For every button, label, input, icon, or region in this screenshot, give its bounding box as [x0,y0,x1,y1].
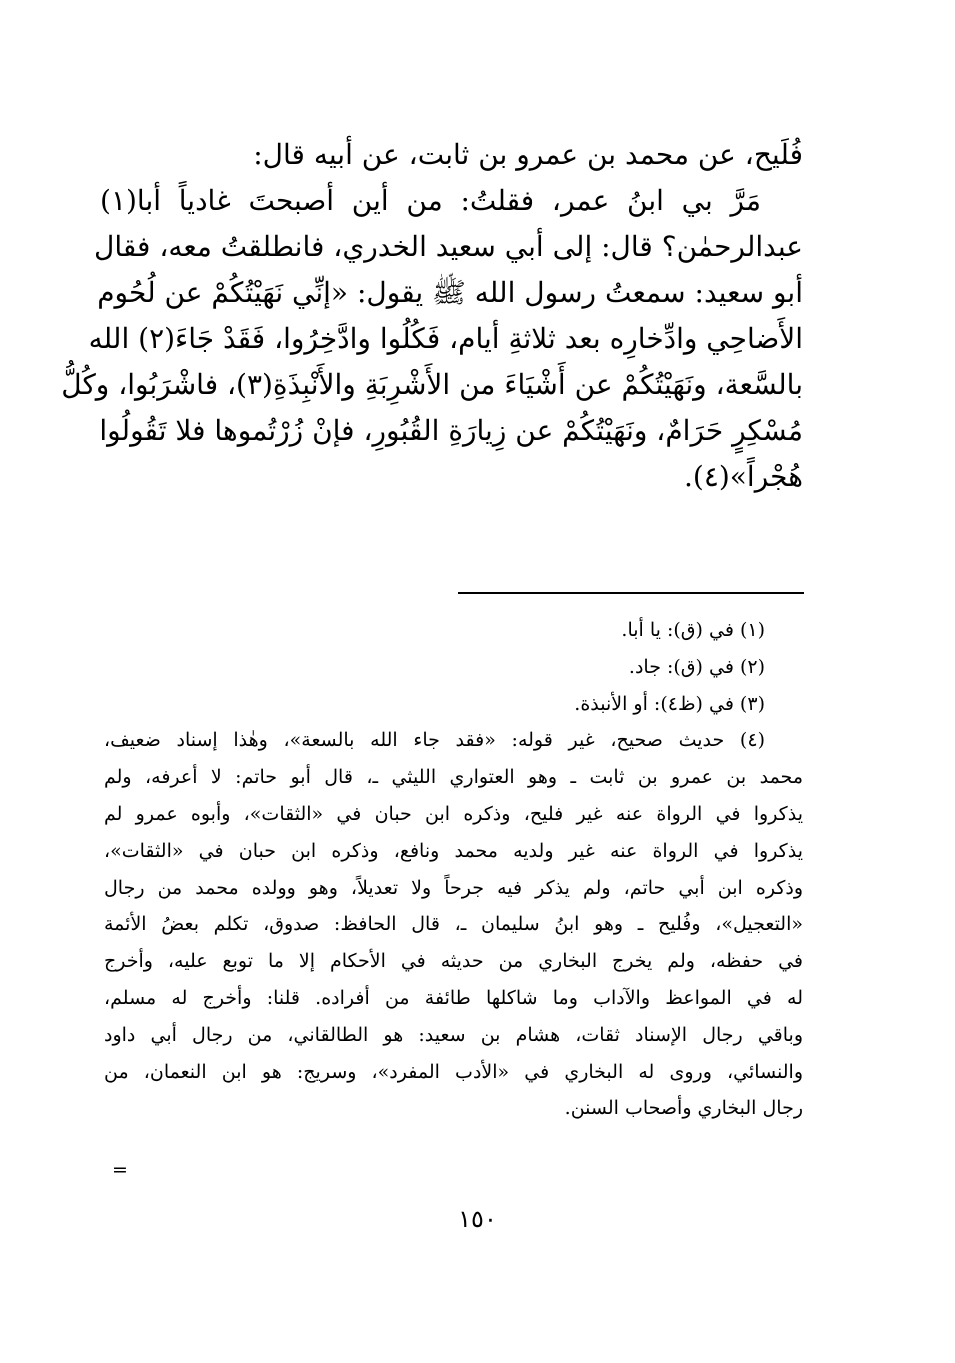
main-line: مَرَّ بي ابنُ عمر، فقلتُ: من أين أصبحتَ غادياً أبا(١) [100,184,761,217]
main-line: مُسْكِرٍ حَرَامٌ، ونَهَيْتُكُمْ عن زِيارَةِ القُبُورِ، فإنْ زُرْتُموها فلا تَقُولُوا [99,414,803,447]
page-number: ١٥٠ [458,1205,497,1233]
main-line: بالسَّعة، ونَهَيْتُكُمْ عن أَشْيَاءَ من الأَشْرِبَةِ والأَنْبِذَةِ(٣)، فاشْرَبُوا، وكُلُّ [61,368,803,401]
footnote-divider [458,592,804,594]
footnote-line: محمد بن عمرو بن ثابت ـ وهو العتواري الليثي ـ، قال أبو حاتم: لا أعرفه، ولم [104,766,803,789]
footnote-line: يذكروا في الرواة عنه غير فليح، وذكره ابن حبان في «الثقات»، وأبوه عمرو لم [104,802,803,825]
footnote-continuation-mark: = [112,1159,128,1181]
main-line: أبو سعيد: سمعتُ رسول الله ﷺ يقول: «إنِّي نَهَيْتُكُمْ عن لُحُوم [97,276,803,309]
main-line: هُجْراً»(٤). [684,460,803,493]
footnote-line: يذكروا في الرواة عنه غير ولديه محمد ونافع، وذكره ابن حبان في «الثقات»، [104,839,803,862]
footnotes [104,612,803,1127]
main-line: الأَضاحِي وادِّخارِه بعد ثلاثةِ أيام، فَكُلُوا وادَّخِرُوا، فَقَدْ جَاءَ(٢) الله [88,322,803,355]
footnote-line: والنسائي، وروى له البخاري في «الأدب المفرد»، وسريج: هو ابن النعمان، من [104,1060,803,1083]
footnote-line: في حفظه، ولم يخرج البخاري من حديثه في الأحكام إلا ما توبع عليه، وأخرج [104,950,803,973]
footnote-line: (٢) في (ق): جاد. [628,655,765,678]
footnote-line: (٤) حديث صحيح، غير قوله: «فقد جاء الله بالسعة»، وهٰذا إسناد ضعيف، [104,729,765,752]
footnote-line: له في المواعظ والآداب وما شاكلها طائفة من أفراده. قلنا: وأخرج له مسلم، [104,986,803,1009]
footnote-line: «التعجيل»، وفُليح ـ وهو ابنُ سليمان ـ، قال الحافظ: صدوق، تكلم بعضُ الأئمة [104,913,803,936]
main-text [61,132,803,500]
footnote-line: وباقي رجال الإسناد ثقات، هشام بن سعيد: هو الطالقاني، من رجال أبي داود [104,1023,803,1046]
footnote-line: رجال البخاري وأصحاب السنن. [564,1097,803,1120]
footnote-line: وذكره ابن أبي حاتم، ولم يذكر فيه جرحاً ولا تعديلاً، وهو وولده محمد من رجال [104,876,803,899]
footnote-line: (٣) في (ظ٤): أو الأنبذة. [574,692,765,715]
main-line: عبدالرحمٰن؟ قال: إلى أبي سعيد الخدري، فانطلقتُ معه، فقال [94,230,803,263]
footnote-line: (١) في (ق): يا أبا. [621,619,765,641]
main-line: فُلَيح، عن محمد بن عمرو بن ثابت، عن أبيه قال: [253,138,803,171]
